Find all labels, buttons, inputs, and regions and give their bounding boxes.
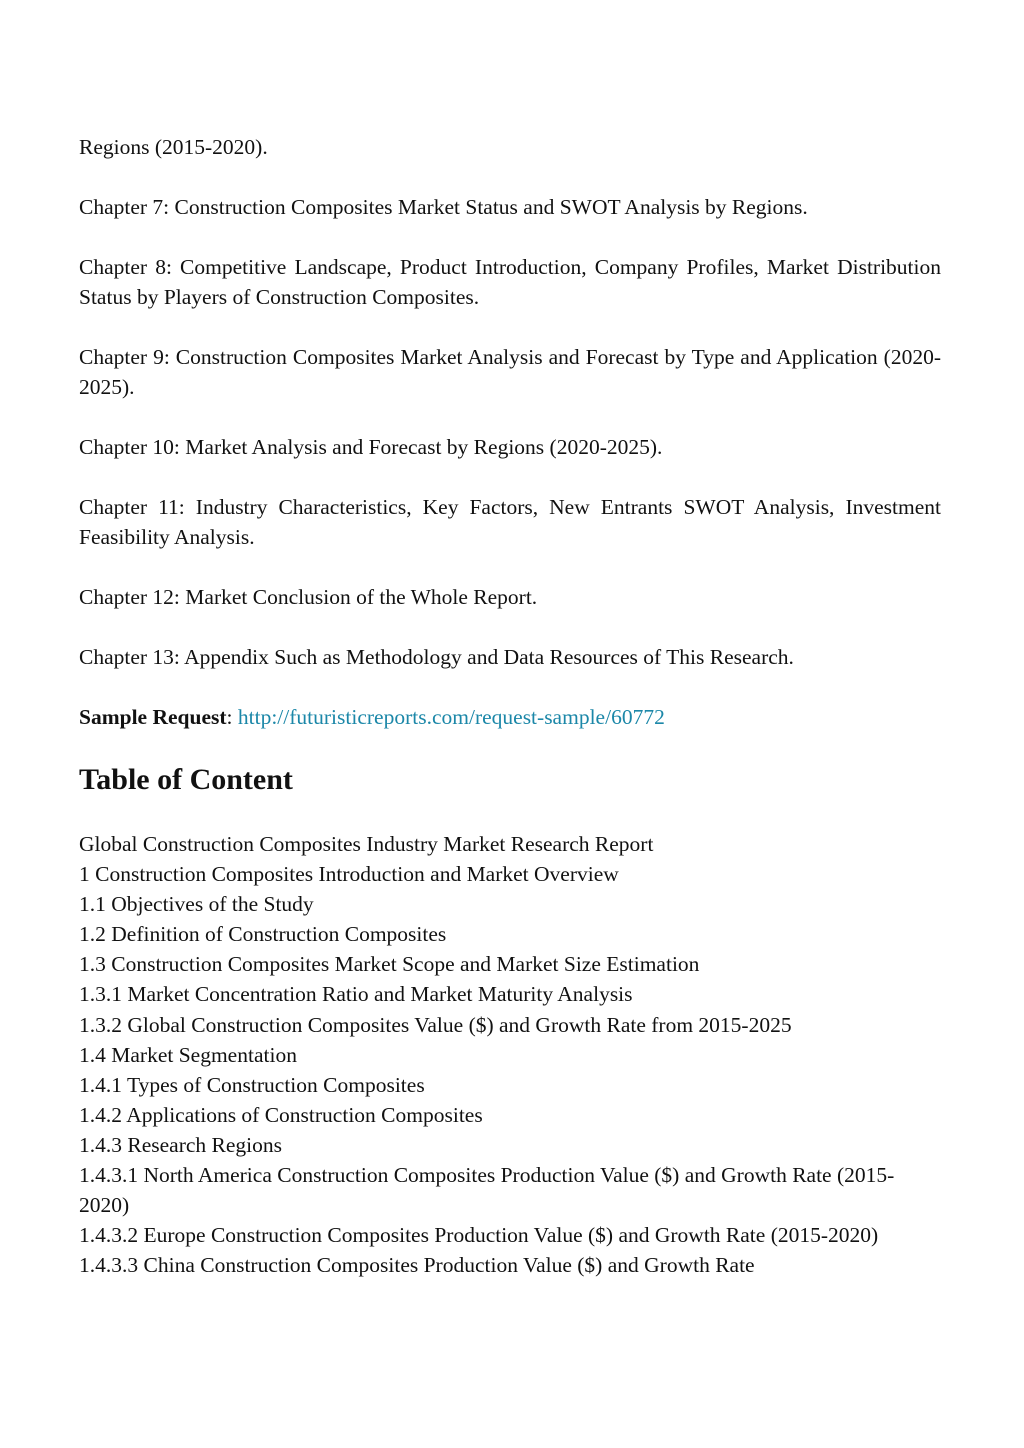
toc-item: 1.1 Objectives of the Study: [79, 892, 314, 917]
toc-item: 1.4.3.3 China Construction Composites Production Value ($) and Growth Rate: [79, 1253, 755, 1278]
toc-item: 1.4.3 Research Regions: [79, 1132, 283, 1157]
toc-item: 1.4.1 Types of Construction Composites: [79, 1072, 425, 1097]
toc-item: Global Construction Composites Industry Market Research Report: [79, 832, 654, 856]
toc-item: 1 Construction Composites Introduction and Market Overview: [79, 862, 619, 887]
paragraph-chapter-13: Chapter 13: Appendix Such as Methodology and Data Resources of This Research.: [79, 645, 794, 669]
toc-item: 1.4 Market Segmentation: [79, 1042, 297, 1067]
sample-request-line: [79, 702, 941, 732]
sample-request-label: Sample Request: [79, 705, 227, 729]
toc-item: 1.4.3.2 Europe Construction Composites Production Value ($) and Growth Rate (2015-2020): [79, 1223, 879, 1248]
paragraph-chapter-12: Chapter 12: Market Conclusion of the Whole Report.: [79, 585, 538, 609]
paragraph-chapter-10: Chapter 10: Market Analysis and Forecast by Regions (2020-2025).: [79, 435, 663, 459]
paragraph-chapter-8: Chapter 8: Competitive Landscape, Product Introduction, Company Profiles, Market Distribution Status by Players of Construction Composites.: [79, 255, 941, 309]
toc-item: 1.2 Definition of Construction Composites: [79, 922, 447, 947]
sample-request-separator: :: [226, 705, 233, 729]
toc-item: 1.3.1 Market Concentration Ratio and Market Maturity Analysis: [79, 982, 633, 1007]
page-content: [79, 132, 941, 1280]
toc-item: 1.4.2 Applications of Construction Composites: [79, 1102, 483, 1127]
toc-heading: Table of Content: [79, 763, 293, 796]
sample-request-link[interactable]: http://futuristicreports.com/request-sample/60772: [237, 705, 665, 729]
toc-item: 1.3.2 Global Construction Composites Value ($) and Growth Rate from 2015-2025: [79, 1012, 792, 1037]
paragraph-chapter-7: Chapter 7: Construction Composites Market Status and SWOT Analysis by Regions.: [79, 195, 808, 219]
paragraph-regions-tail: Regions (2015-2020).: [79, 135, 268, 159]
toc-item: 1.3 Construction Composites Market Scope and Market Size Estimation: [79, 952, 700, 977]
toc-item: 1.4.3.1 North America Construction Composites Production Value ($) and Growth Rate (2015-2020): [79, 1163, 895, 1218]
paragraph-chapter-11: Chapter 11: Industry Characteristics, Key Factors, New Entrants SWOT Analysis, Investment Feasibility Analysis.: [79, 495, 941, 549]
paragraph-chapter-9: Chapter 9: Construction Composites Market Analysis and Forecast by Type and Application (2020-2025).: [79, 345, 941, 399]
toc-list: [79, 829, 941, 1280]
